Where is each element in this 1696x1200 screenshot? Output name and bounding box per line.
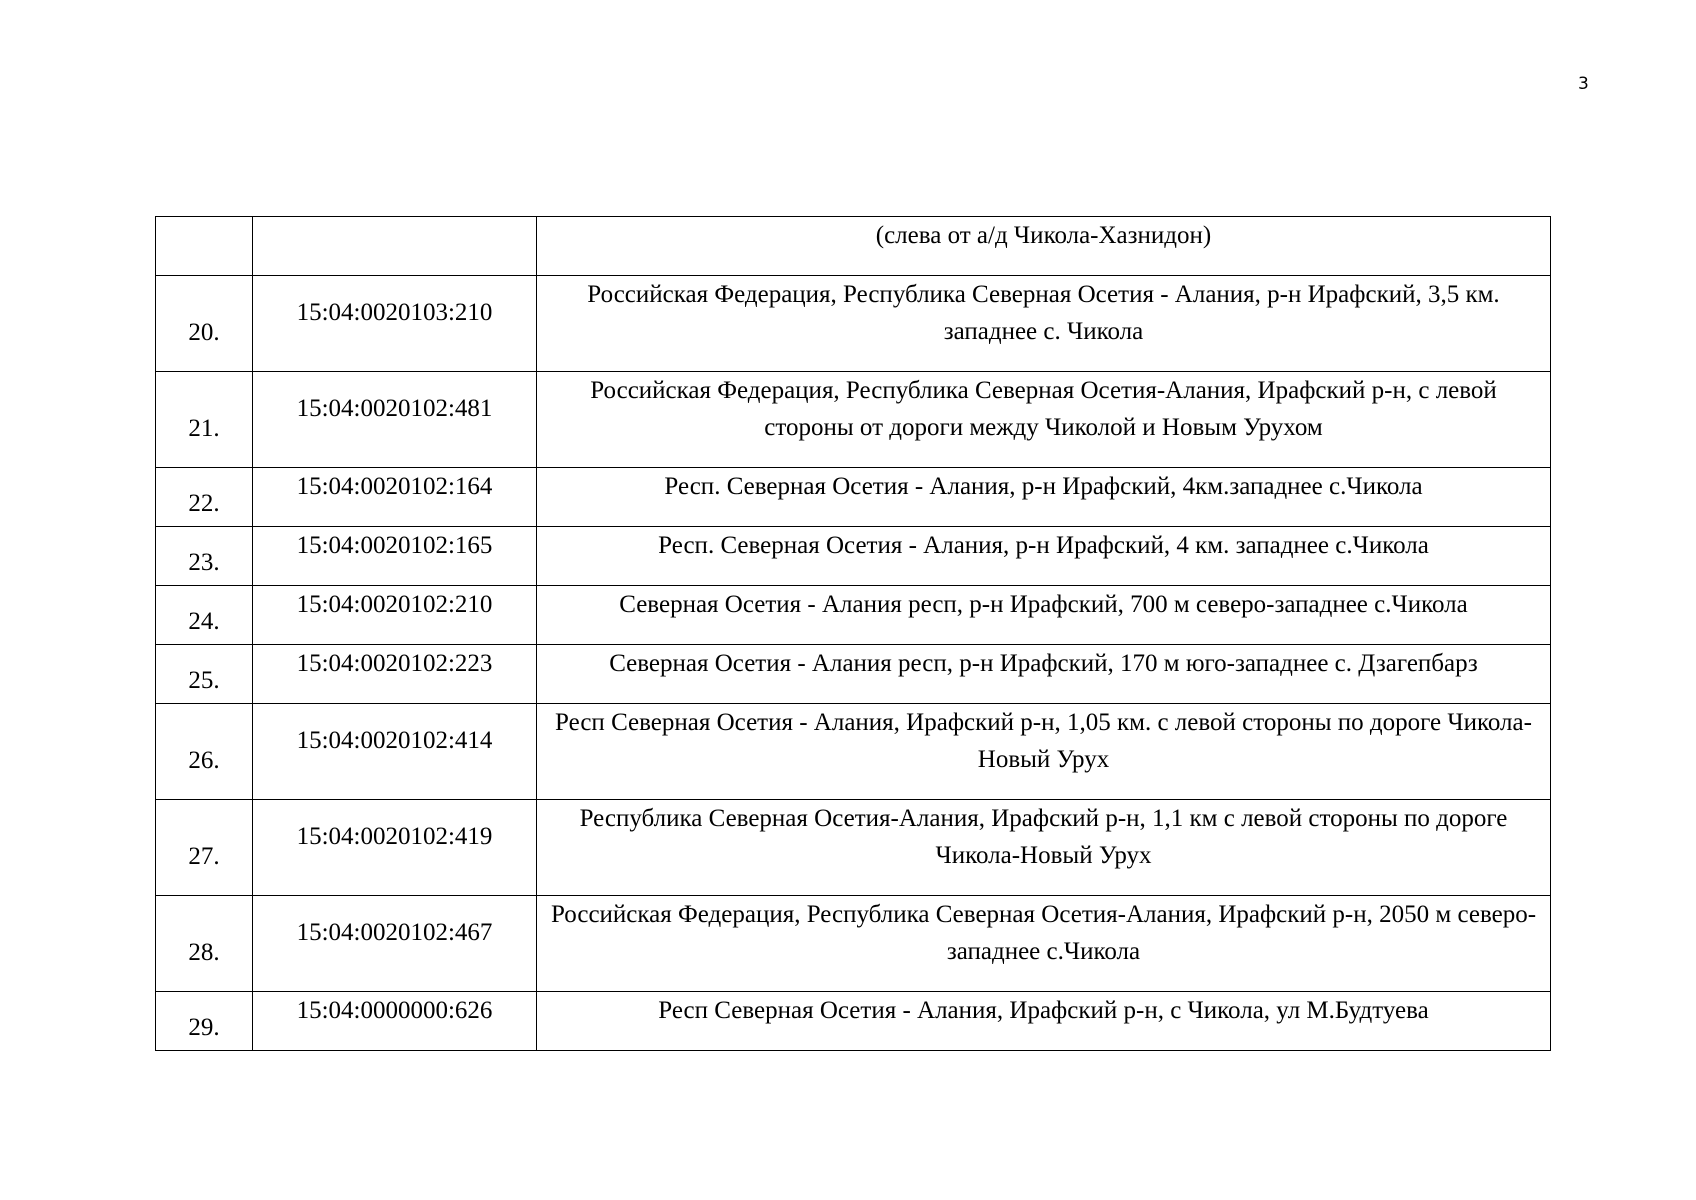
row-number-cell: 22.	[156, 468, 253, 527]
address-cell: (слева от а/д Чикола-Хазнидон)	[537, 217, 1551, 276]
cadastral-number-cell: 15:04:0020103:210	[253, 276, 537, 372]
cadastral-number-cell: 15:04:0020102:165	[253, 527, 537, 586]
table-row	[156, 586, 1551, 645]
table-row	[156, 217, 1551, 276]
cadastral-number-cell: 15:04:0020102:210	[253, 586, 537, 645]
cadastral-number-cell: 15:04:0000000:626	[253, 992, 537, 1051]
address-cell: Республика Северная Осетия-Алания, Ирафский р-н, 1,1 км с левой стороны по дороге Чикола-Новый Урух	[537, 800, 1551, 896]
address-cell: Респ Северная Осетия - Алания, Ирафский р-н, 1,05 км. с левой стороны по дороге Чикола-Новый Урух	[537, 704, 1551, 800]
table-row	[156, 992, 1551, 1051]
address-cell: Российская Федерация, Республика Северная Осетия - Алания, р-н Ирафский, 3,5 км. западнее с. Чикола	[537, 276, 1551, 372]
row-number-cell	[156, 217, 253, 276]
row-number-cell: 24.	[156, 586, 253, 645]
address-cell: Российская Федерация, Республика Северная Осетия-Алания, Ирафский р-н, с левой стороны от дороги между Чиколой и Новым Урухом	[537, 372, 1551, 468]
address-cell: Российская Федерация, Республика Северная Осетия-Алания, Ирафский р-н, 2050 м северо-западнее с.Чикола	[537, 896, 1551, 992]
address-cell: Респ. Северная Осетия - Алания, р-н Ирафский, 4 км. западнее с.Чикола	[537, 527, 1551, 586]
row-number-cell: 28.	[156, 896, 253, 992]
parcels-table-body	[156, 217, 1551, 1051]
table-row	[156, 372, 1551, 468]
row-number-cell: 23.	[156, 527, 253, 586]
address-cell: Респ Северная Осетия - Алания, Ирафский р-н, с Чикола, ул М.Будтуева	[537, 992, 1551, 1051]
parcels-table	[155, 216, 1551, 1051]
address-cell: Северная Осетия - Алания респ, р-н Ирафский, 700 м северо-западнее с.Чикола	[537, 586, 1551, 645]
table-row	[156, 645, 1551, 704]
cadastral-number-cell: 15:04:0020102:164	[253, 468, 537, 527]
row-number-cell: 21.	[156, 372, 253, 468]
cadastral-number-cell: 15:04:0020102:414	[253, 704, 537, 800]
cadastral-number-cell: 15:04:0020102:419	[253, 800, 537, 896]
cadastral-number-cell: 15:04:0020102:467	[253, 896, 537, 992]
table-row	[156, 800, 1551, 896]
row-number-cell: 20.	[156, 276, 253, 372]
row-number-cell: 25.	[156, 645, 253, 704]
table-row	[156, 468, 1551, 527]
address-cell: Северная Осетия - Алания респ, р-н Ирафский, 170 м юго-западнее с. Дзагепбарз	[537, 645, 1551, 704]
table-row	[156, 527, 1551, 586]
table-row	[156, 276, 1551, 372]
address-cell: Респ. Северная Осетия - Алания, р-н Ирафский, 4км.западнее с.Чикола	[537, 468, 1551, 527]
page-number: 3	[1578, 74, 1589, 94]
cadastral-number-cell	[253, 217, 537, 276]
table-row	[156, 704, 1551, 800]
row-number-cell: 27.	[156, 800, 253, 896]
cadastral-number-cell: 15:04:0020102:481	[253, 372, 537, 468]
row-number-cell: 26.	[156, 704, 253, 800]
table-row	[156, 896, 1551, 992]
row-number-cell: 29.	[156, 992, 253, 1051]
cadastral-number-cell: 15:04:0020102:223	[253, 645, 537, 704]
